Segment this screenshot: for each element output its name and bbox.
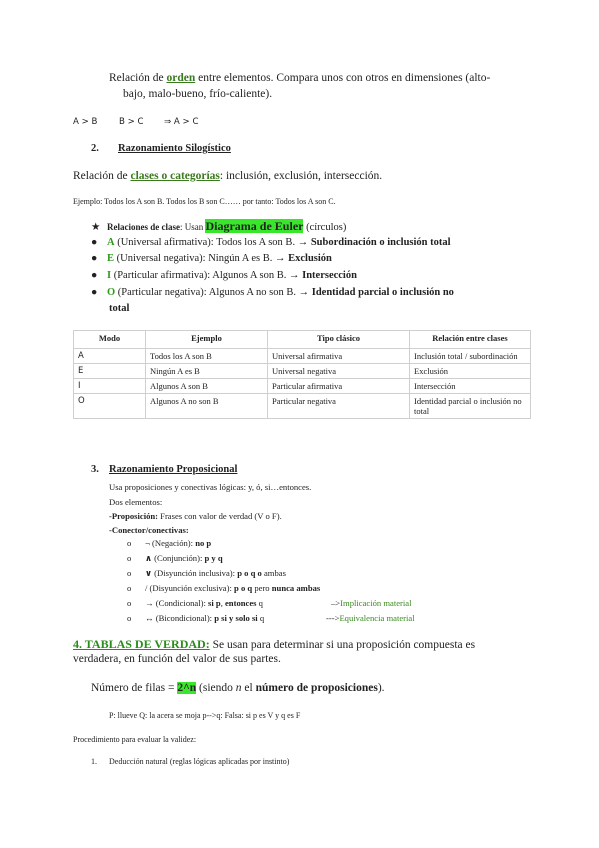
bullet-o-icon: o bbox=[127, 583, 132, 593]
table-header-row bbox=[74, 331, 531, 349]
table-cell: Particular afirmativa bbox=[268, 379, 410, 394]
section-4-line-1 bbox=[73, 637, 475, 652]
class-item-i bbox=[91, 270, 357, 281]
table-cell: O bbox=[74, 394, 146, 419]
connector-text: q bbox=[257, 613, 265, 623]
connector-text: pero bbox=[252, 583, 272, 593]
item-result: Intersección bbox=[302, 270, 357, 281]
intro-text: entre elementos. Compara unos con otros en dimensiones (alto- bbox=[195, 72, 491, 84]
connector-example: si p bbox=[208, 598, 221, 608]
class-item-o-cont: total bbox=[109, 303, 130, 314]
section-2-description bbox=[73, 170, 382, 182]
rows-text: el bbox=[241, 682, 256, 694]
keyword-clases: clases o categorías bbox=[130, 170, 220, 182]
intro-line-1 bbox=[109, 72, 490, 84]
keyword-orden: orden bbox=[166, 72, 196, 84]
keyword-euler: Diagrama de Euler bbox=[205, 219, 304, 233]
header-relacion: Relación entre clases bbox=[410, 331, 531, 349]
table-cell: E bbox=[74, 364, 146, 379]
connector-inclusive-disjunction bbox=[127, 568, 286, 579]
section-4-text: Se usan para determinar si una proposición compuesta es bbox=[209, 639, 476, 651]
table-cell: Algunos A no son B bbox=[146, 394, 268, 419]
disjunction-icon: ∨ bbox=[145, 568, 152, 578]
rows-bold: número de proposiciones bbox=[255, 682, 378, 694]
connector-exclusive-disjunction bbox=[127, 583, 320, 593]
table-cell: Universal afirmativa bbox=[268, 349, 410, 364]
table-row bbox=[74, 349, 531, 364]
order-example-3: ⇒ A > C bbox=[164, 117, 199, 127]
class-item-o bbox=[91, 287, 454, 298]
arrow-icon: –> bbox=[331, 598, 341, 608]
desc-text: Relación de bbox=[73, 170, 131, 182]
connector-text: (Disyunción inclusiva): bbox=[151, 568, 238, 578]
bullet-icon: ● bbox=[91, 287, 98, 298]
rows-text: Número de filas = bbox=[91, 682, 178, 694]
item-text: (Particular afirmativa): Algunos A son B. → bbox=[111, 270, 303, 281]
proposition-text: Frases con valor de verdad (V o F). bbox=[158, 511, 282, 521]
rows-text: (siendo bbox=[196, 682, 236, 694]
syllogism-example: Ejemplo: Todos los A son B. Todos los B son C…… por tanto: Todos los A son C. bbox=[73, 197, 336, 206]
item-result: Identidad parcial o inclusión no bbox=[311, 287, 454, 298]
table-cell: Identidad parcial o inclusión no total bbox=[410, 394, 531, 419]
connector-example: p o q bbox=[237, 568, 256, 578]
conditional-note bbox=[331, 598, 412, 608]
star-icon: ★ bbox=[91, 222, 101, 233]
connector-conjunction bbox=[127, 553, 223, 564]
section-2-number: 2. bbox=[91, 143, 99, 154]
table-cell: I bbox=[74, 379, 146, 394]
table-cell: Exclusión bbox=[410, 364, 531, 379]
intro-text: Relación de bbox=[109, 72, 167, 84]
procedure-step-1 bbox=[91, 757, 289, 766]
item-result: Exclusión bbox=[288, 253, 332, 264]
class-relations-table bbox=[73, 330, 531, 419]
star-text: (círculos) bbox=[303, 222, 347, 233]
header-modo: Modo bbox=[74, 331, 146, 349]
item-result: Subordinación o inclusión total bbox=[310, 237, 451, 248]
connector-example: p si y solo si bbox=[214, 613, 258, 623]
implication-label: Implicación material bbox=[340, 598, 412, 608]
rows-formula-key: 2^n bbox=[177, 682, 197, 694]
table-cell: Ningún A es B bbox=[146, 364, 268, 379]
rows-text: ). bbox=[377, 682, 385, 694]
section-3-title: Razonamiento Proposicional bbox=[109, 464, 238, 475]
star-item bbox=[91, 219, 346, 234]
table-cell: Inclusión total / subordinación bbox=[410, 349, 531, 364]
connector-example: p o q bbox=[234, 583, 253, 593]
order-example-1: A > B bbox=[73, 117, 98, 127]
mode-letter: I bbox=[107, 270, 112, 281]
intro-line-2: bajo, malo-bueno, frío-caliente). bbox=[123, 88, 273, 100]
connector-text: → (Condicional): bbox=[145, 598, 209, 608]
truth-example: P: llueve Q: la acera se moja p-->q: Falsa: si p es V y q es F bbox=[109, 711, 301, 720]
header-ejemplo: Ejemplo bbox=[146, 331, 268, 349]
class-item-a bbox=[91, 237, 451, 248]
biconditional-note bbox=[326, 613, 415, 623]
table-cell: Universal negativa bbox=[268, 364, 410, 379]
connector-text: / (Disyunción exclusiva): bbox=[145, 583, 235, 593]
order-example-2: B > C bbox=[119, 117, 144, 127]
item-text: (Universal afirmativa): Todos los A son B. → bbox=[114, 237, 311, 248]
rows-n: n bbox=[235, 682, 242, 694]
procedure-label: Procedimiento para evaluar la validez: bbox=[73, 735, 197, 744]
connector-text: ↔ (Bicondicional): bbox=[145, 613, 215, 623]
item-text: (Particular negativa): Algunos A no son B. → bbox=[115, 287, 312, 298]
connector-conditional bbox=[127, 598, 263, 608]
table-row bbox=[74, 394, 531, 419]
bullet-icon: ● bbox=[91, 237, 98, 248]
star-text: : Usan bbox=[179, 222, 206, 232]
table-cell: Todos los A son B bbox=[146, 349, 268, 364]
bullet-o-icon: o bbox=[127, 553, 132, 563]
table-cell: Algunos A son B bbox=[146, 379, 268, 394]
bullet-o-icon: o bbox=[127, 613, 132, 623]
mode-letter: A bbox=[107, 237, 115, 248]
connector-example: no p bbox=[195, 538, 212, 548]
table-row bbox=[74, 364, 531, 379]
star-label: Relaciones de clase bbox=[107, 222, 180, 232]
bullet-icon: ● bbox=[91, 270, 98, 281]
equivalence-label: Equivalencia material bbox=[339, 613, 415, 623]
rows-formula bbox=[91, 682, 385, 694]
connector-text: ¬ (Negación): bbox=[145, 538, 196, 548]
connector-example: nunca ambas bbox=[271, 583, 321, 593]
bullet-o-icon: o bbox=[127, 568, 132, 578]
table-cell: A bbox=[74, 349, 146, 364]
section-3-line-1: Usa proposiciones y conectivas lógicas: y, ó, si…entonces. bbox=[109, 482, 312, 492]
table-cell: Intersección bbox=[410, 379, 531, 394]
connector-negation bbox=[127, 538, 211, 548]
section-4-line-2: verdadera, en función del valor de sus partes. bbox=[73, 653, 281, 665]
connector-example: o bbox=[255, 568, 264, 578]
connector-text: , bbox=[220, 598, 225, 608]
header-tipo: Tipo clásico bbox=[268, 331, 410, 349]
section-3-line-2: Dos elementos: bbox=[109, 497, 163, 507]
step-text: Deducción natural (reglas lógicas aplicadas por instinto) bbox=[109, 757, 290, 766]
conjunction-icon: ∧ bbox=[145, 553, 152, 563]
arrow-icon: ---> bbox=[326, 613, 340, 623]
connector-example: entonces bbox=[224, 598, 257, 608]
connector-text: (Conjunción): bbox=[151, 553, 205, 563]
table-cell: Particular negativa bbox=[268, 394, 410, 419]
class-item-e bbox=[91, 253, 332, 264]
bullet-o-icon: o bbox=[127, 598, 132, 608]
section-4-title: 4. TABLAS DE VERDAD: bbox=[73, 637, 210, 651]
table-row bbox=[74, 379, 531, 394]
item-text: (Universal negativa): Ningún A es B. → bbox=[114, 253, 289, 264]
section-2-title: Razonamiento Silogístico bbox=[118, 143, 231, 154]
proposition-label: -Proposición: bbox=[109, 511, 159, 521]
mode-letter: E bbox=[107, 253, 115, 264]
bullet-o-icon: o bbox=[127, 538, 132, 548]
connector-text: ambas bbox=[263, 568, 286, 578]
step-number: 1. bbox=[91, 757, 97, 766]
mode-letter: O bbox=[107, 287, 116, 298]
bullet-icon: ● bbox=[91, 253, 98, 264]
connector-biconditional bbox=[127, 613, 264, 623]
section-3-number: 3. bbox=[91, 464, 99, 475]
connectors-label: -Conector/conectivas: bbox=[109, 525, 189, 535]
connector-example: p y q bbox=[204, 553, 223, 563]
proposition-line bbox=[109, 511, 282, 521]
desc-text: : inclusión, exclusión, intersección. bbox=[219, 170, 383, 182]
connector-text: q bbox=[256, 598, 263, 608]
